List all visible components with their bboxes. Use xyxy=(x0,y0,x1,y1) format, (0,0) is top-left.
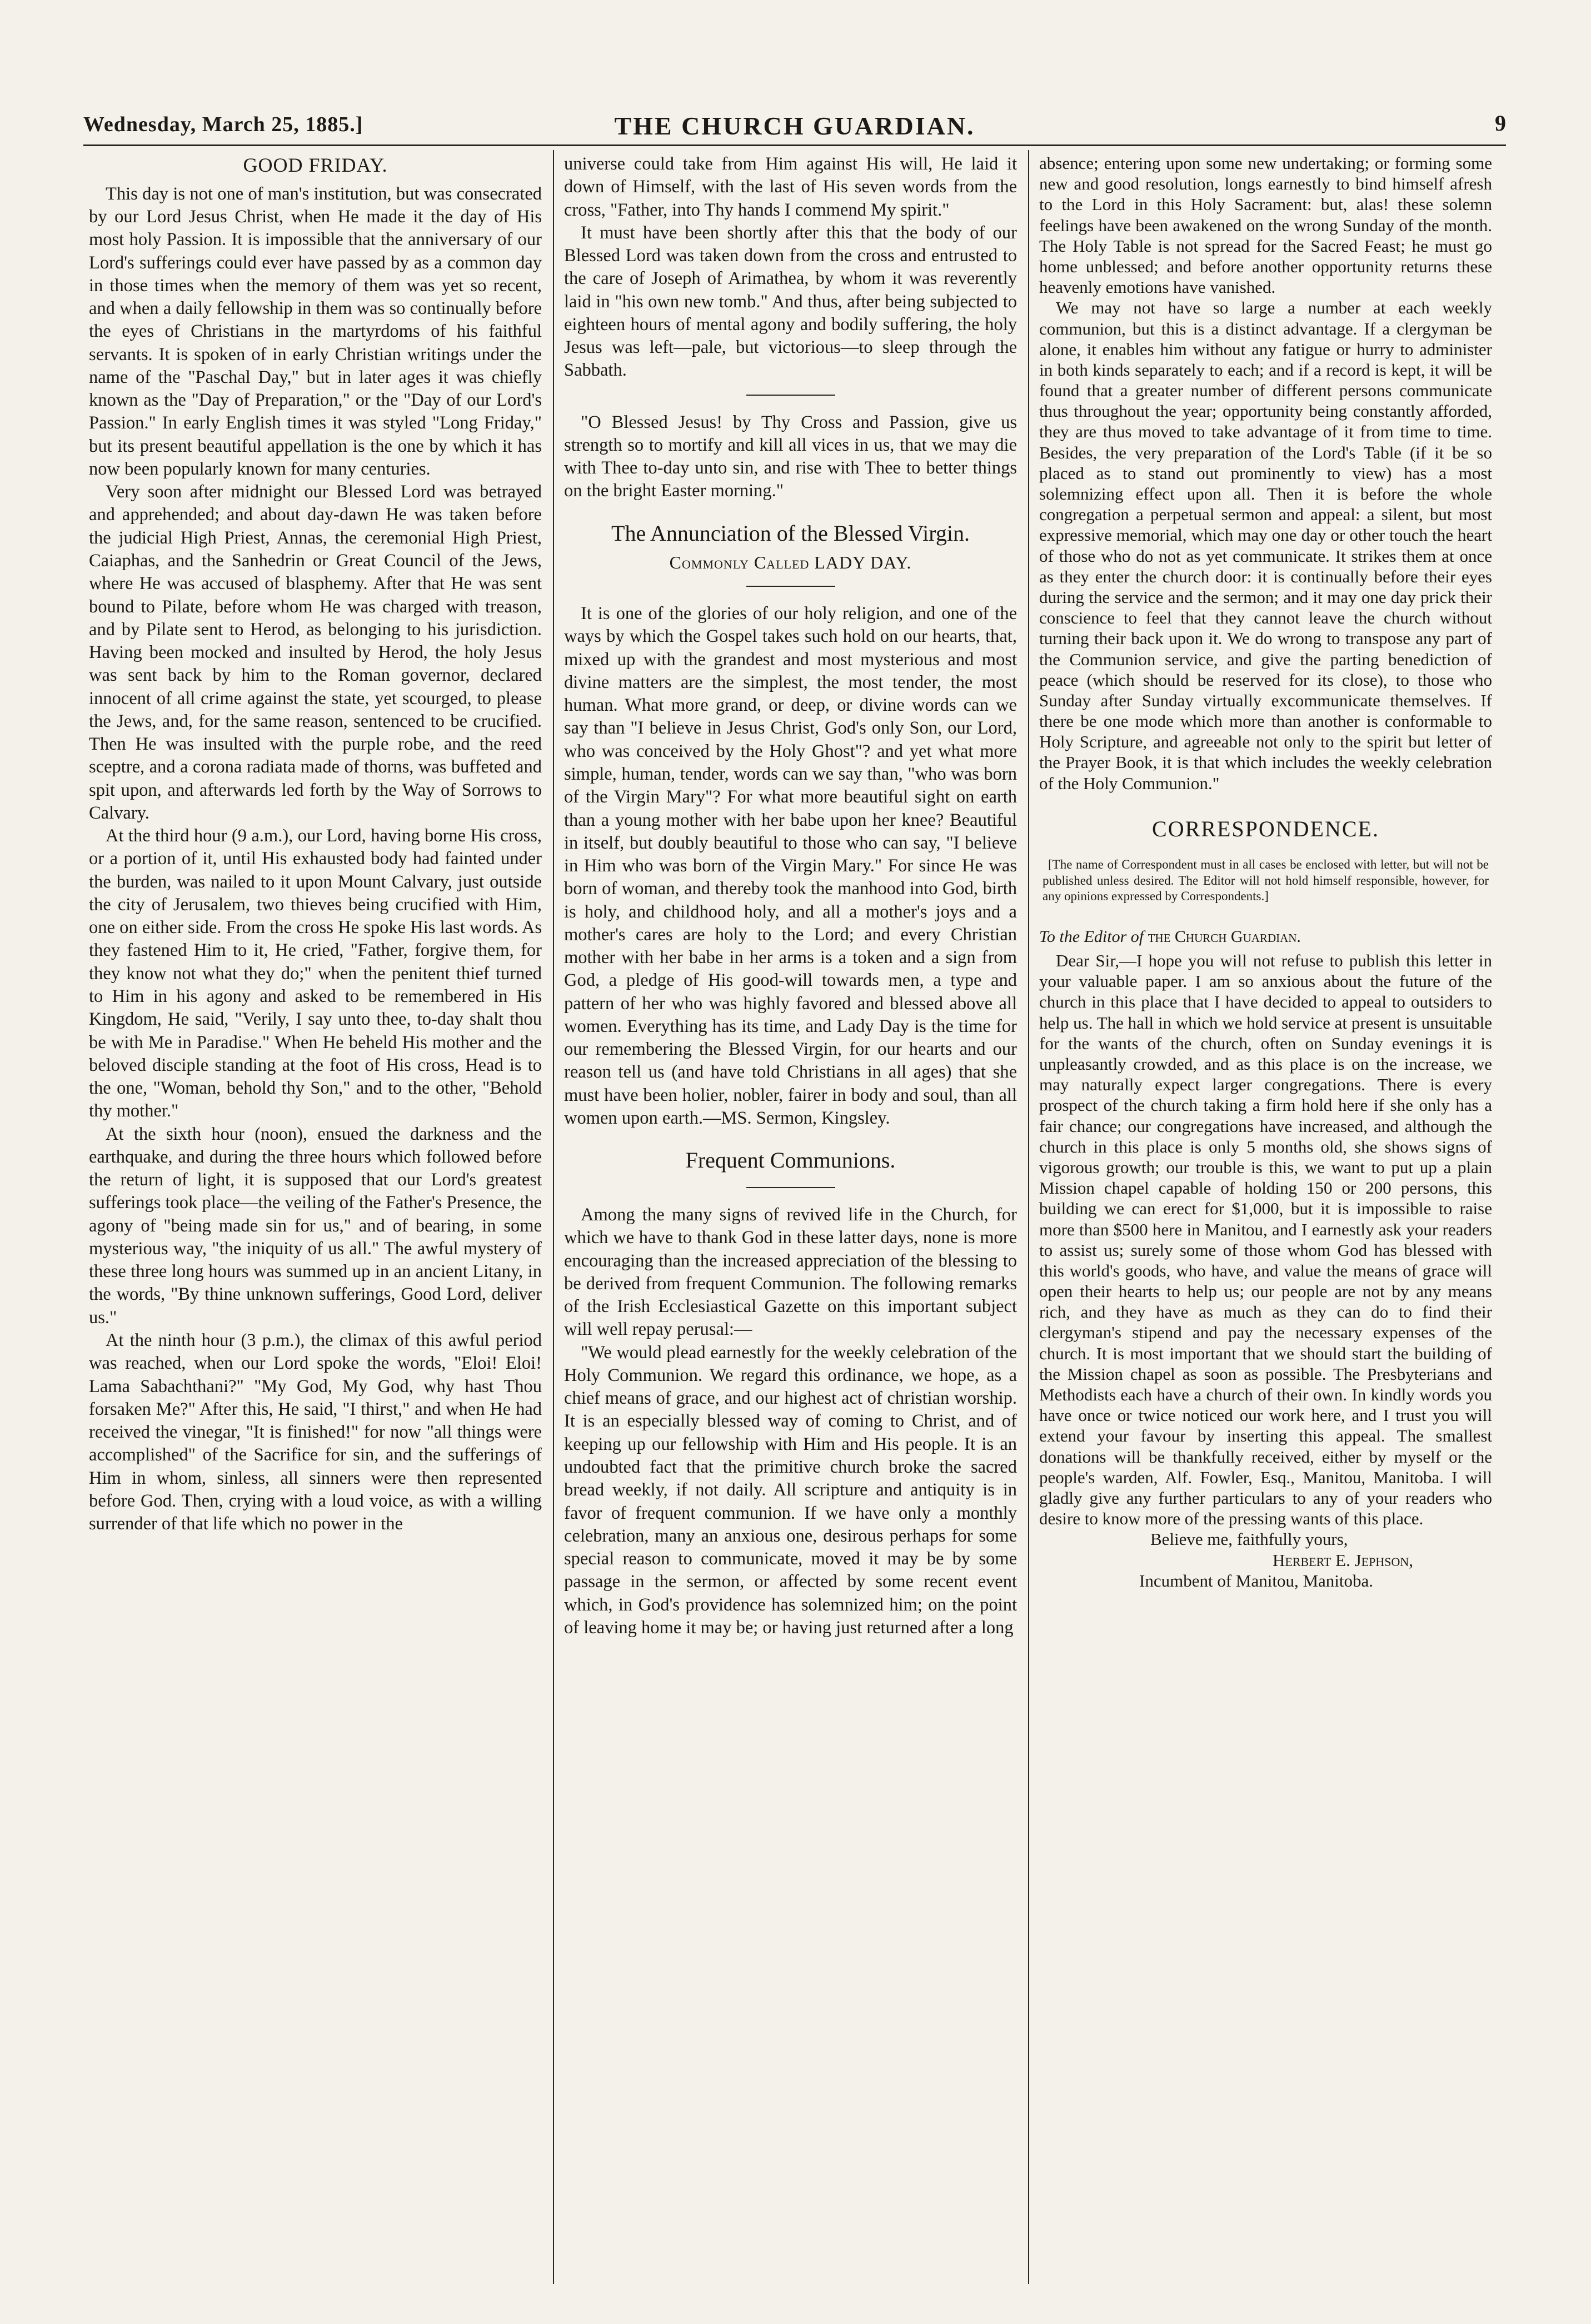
letter-closing: Believe me, faithfully yours, xyxy=(1150,1529,1348,1549)
paragraph: It is one of the glories of our holy religion, and one of the ways by which the Gospel takes such hold on our hearts, that, mixed up with the grandest and most mysterious and most divine matters are the simplest, the most tender, the most human. What more grand, or deep, or divine words can we say than "I believe in Jesus Christ, God's only Son, our Lord, who was conceived by the Holy Ghost"? and yet what more simple, human, tender, words can we say than, "who was born of the Virgin Mary"? For what more beautiful sight on earth than a young mother with her babe upon her knee? Beautiful in itself, but doubly beautiful to those who can say, "I believe in Him who was born of the Virgin Mary." For since He was born of woman, and thereby took the manhood into God, birth is holy, and childhood holy, and all a mother's joys and a mother's cares are holy to the Lord; and every Christian mother with her babe in her arms is a token and a sign from God, a pledge of His good-will towards men, a type and pattern of her who was highly favored and blessed above all women. Everything has its time, and Lady Day is the time for our remembering the Blessed Virgin, for our hearts and our reason tell us (and have told Christians in all ages) that she must have been holier, nobler, fairer in body and soul, than all women upon earth.—MS. Sermon, Kingsley. xyxy=(564,604,1017,1128)
issue-date: Wednesday, March 25, 1885.] xyxy=(83,113,363,136)
paragraph: This day is not one of man's institution, but was consecrated by our Lord Jesus Christ, when He made it the day of His most holy Passion. It is impossible that the anniversary of our Lord's sufferings could ever have passed by as a common day in those times when the memory of them was yet so recent, and when a daily fellowship in them was so continually before the eyes of Christians in the martyrdoms of his faithful servants. It is spoken of in early Christian writings under the name of the "Paschal Day," but in later ages it was chiefly known as the "Day of Preparation," or the "Day of our Lord's Passion." In early English times it was styled "Long Friday," but its present beautiful appellation is the one by which it has now been popularly known for many centuries. xyxy=(89,183,542,479)
paragraph: Among the many signs of revived life in the Church, for which we have to thank God in these latter days, none is more encouraging than the increased appreciation of the blessing to be derived from frequent Communion. The following remarks of the Irish Ecclesiastical Gazette on this important subject will well repay perusal:— xyxy=(564,1205,1017,1340)
article-heading-annunciation: The Annunciation of the Blessed Virgin. xyxy=(611,520,970,546)
section-rule xyxy=(746,586,835,587)
paragraph: At the ninth hour (3 p.m.), the climax of this awful period was reached, when our Lord spoke the words, "Eloi! Eloi! Lama Sabachthani?" "My God, My God, why hast Thou forsaken Me?" After this, He said, "I thirst," and when He had received the vinegar, "It is finished!" for now "all things were accomplished" of the Sacrifice for sin, and the sufferings of Him in whom, sinless, all sinners were then represented before God. Then, crying with a loud voice, as with a willing surrender of that life which no power in the xyxy=(89,1330,542,1534)
paragraph: We may not have so large a number at each weekly communion, but this is a distinct advantage. If a clergyman be alone, it enables him without any fatigue or hurry to administer in both kinds separately to each; and if a record is kept, it will be found that a greater number of different persons communicate thus throughout the year; opportunity being constantly afforded, they are thus moved to take advantage of it from time to time. Besides, the very preparation of the Lord's Table (if it be so placed as to stand out prominently to view) has a most solemnizing effect upon all. Then it is before the whole congregation a perpetual sermon and appeal: a silent, but most expressive memorial, which may one day or other touch the heart of those who do not as yet communicate. It strikes them at once as they enter the church door: it is continually before their eyes during the service and the sermon; and it may one day prick their conscience to feel that they cannot leave the church without turning their back upon it. We do wrong to transpose any part of the Communion service, and give the parting benediction of peace (which should be reserved for its close), to those who Sunday after Sunday virtually excommunicate themselves. If there be one mode which more than another is conformable to Holy Scripture, and agreeable not only to the spirit but letter of the Prayer Book, it is that which includes the weekly celebration of the Holy Communion." xyxy=(1039,298,1492,793)
letter-body: Dear Sir,—I hope you will not refuse to publish this letter in your valuable paper. I am so anxious about the future of the church in this place that I have decided to appeal to outsiders to help us. The hall in which we hold service at present is unsuitable for the wants of the church, often on Sunday evenings it is unpleasantly crowded, and as this place is on the increase, we may naturally expect larger congregations. There is every prospect of the church taking a firm hold here if she only has a fair chance; our congregations have increased, and although the church in this place is only 5 months old, she shows signs of vigorous growth; our trouble is this, we want to put up a plain Mission chapel capable of holding 150 or 200 persons, this building we can erect for $1,000, but it is impossible to raise more than $500 here in Manitou, and I earnestly ask your readers to assist us; surely some of those whom God has blessed with this world's goods, who have, and value the means of grace will open their hearts to help us; our people are not by any means rich, and they have as much as they can do to find their clergyman's stipend and pay the necessary expenses of the church. It is most important that we should start the building of the Mission chapel as soon as possible. The Presbyterians and Methodists each have a church of their own. In kindly words you have once or twice noticed our work here, and I trust you will extend your favour by inserting this appeal. The smallest donations will be thankfully received, either by myself or the people's warden, Alf. Fowler, Esq., Manitou, Manitoba. I will gladly give any further particulars to any of your readers who desire to know more of the pressing wants of this place. xyxy=(1039,951,1492,1529)
newspaper-title: THE CHURCH GUARDIAN. xyxy=(614,112,975,140)
paragraph: It must have been shortly after this that the body of our Blessed Lord was taken down from the cross and entrusted to the care of Joseph of Arimathea, by whom it was reverently laid in "his own new tomb." And thus, after being subjected to eighteen hours of mental agony and bodily suffering, the holy Jesus was left—pale, but victorious—to sleep through the Sabbath. xyxy=(564,222,1017,381)
section-rule xyxy=(746,1187,835,1188)
correspondence-heading: CORRESPONDENCE. xyxy=(1152,816,1379,841)
section-rule xyxy=(746,395,835,396)
paragraph: At the third hour (9 a.m.), our Lord, having borne His cross, or a portion of it, until His exhausted body had fainted under the burden, was nailed to it upon Mount Calvary, just outside the city of Jerusalem, two thieves being crucified with Him, one on either side. From the cross He spoke His last words. As they fastened Him to it, He cried, "Father, forgive them, for they know not what they do;" when the penitent thief turned to Him in his agony and asked to be remembered in His Kingdom, He said, "Verily, I say unto thee, to-day shalt thou be with Me in Paradise." When He beheld His mother and the beloved disciple standing at the foot of His cross, Head is to the one, "Woman, behold thy Son," and to the other, "Behold thy mother." xyxy=(89,826,542,1121)
letter-address-paper: the Church Guardian. xyxy=(1148,927,1301,946)
masthead xyxy=(83,106,1506,146)
column-2 xyxy=(564,153,1017,2281)
letter-address-prefix: To the Editor of xyxy=(1039,927,1144,946)
column-divider xyxy=(553,150,554,2284)
paragraph: absence; entering upon some new undertaking; or forming some new and good resolution, longs earnestly to bind himself afresh to the Lord in this Holy Sacrament: but, alas! these solemn feelings have been awakened on the wrong Sunday of the month. The Holy Table is not spread for the Sacred Feast; he must go home unblessed; and before another opportunity returns these heavenly emotions have vanished. xyxy=(1039,153,1492,297)
letter-signature: Herbert E. Jephson, xyxy=(1273,1550,1413,1570)
paragraph: Very soon after midnight our Blessed Lord was betrayed and apprehended; and about day-dawn He was taken before the judicial High Priest, Annas, the ceremonial High Priest, Caiaphas, and the Sanhedrin or Great Council of the Jews, where He was accused of blasphemy. After that He was sent bound to Pilate, before whom He was charged with treason, and by Pilate sent to Herod, as belonging to his jurisdiction. Having been mocked and insulted by Herod, the holy Jesus was sent back by him to the Roman governor, declared innocent of all crime against the state, yet scourged, to please the Jews, and, for the same reason, sentenced to be crucified. Then He was insulted with the purple robe, and the reed sceptre, and a corona radiata made of thorns, was buffeted and spit upon, and afterwards led forth by the Way of Sorrows to Calvary. xyxy=(89,482,542,823)
letter-signature-title: Incumbent of Manitou, Manitoba. xyxy=(1139,1570,1373,1590)
editorial-note: [The name of Correspondent must in all cases be enclosed with letter, but will not be published unless desired. The Editor will not hold himself responsible, however, for any opinions expressed by Correspondents.] xyxy=(1043,857,1489,904)
letter-address xyxy=(1039,927,1492,947)
article-subheading-lady-day: Commonly Called LADY DAY. xyxy=(669,552,912,572)
article-heading-frequent-communions: Frequent Communions. xyxy=(685,1148,896,1173)
column-divider xyxy=(1028,150,1029,2284)
column-1 xyxy=(89,153,542,2281)
prayer: "O Blessed Jesus! by Thy Cross and Passion, give us strength so to mortify and kill all vices in us, that we may die with Thee to-day unto sin, and rise with Thee to better things on the bright Easter morning." xyxy=(564,412,1017,501)
article-heading-good-friday: GOOD FRIDAY. xyxy=(243,154,388,176)
paragraph: "We would plead earnestly for the weekly celebration of the Holy Communion. We regard this ordinance, we hope, as a chief means of grace, and our highest act of christian worship. It is an especially blessed way of coming to Christ, and of keeping up our fellowship with Him and His people. It is an undoubted fact that the primitive church broke the sacred bread weekly, if not daily. All scripture and antiquity is in favor of frequent communion. If we have only a monthly celebration, many an anxious one, desirous perhaps for some special reason to communicate, moved it may be by some passage in the sermon, or affected by some recent event which, in God's providence has solemnized him; on the point of leaving home it may be; or having just returned after a long xyxy=(564,1342,1017,1638)
paragraph: universe could take from Him against His will, He laid it down of Himself, with the last of His seven words from the cross, "Father, into Thy hands I commend My spirit." xyxy=(564,154,1017,220)
column-3 xyxy=(1039,153,1492,2281)
paragraph: At the sixth hour (noon), ensued the darkness and the earthquake, and during the three hours which followed before the return of light, it is supposed that our Lord's greatest sufferings took place—the veiling of the Father's Presence, the agony of "being made sin for us," and of bearing, in some mysterious way, "the iniquity of us all." The awful mystery of these three long hours was summed up in an ancient Litany, in the words, "By thine unknown sufferings, Good Lord, deliver us." xyxy=(89,1124,542,1328)
page-number: 9 xyxy=(1495,111,1506,136)
